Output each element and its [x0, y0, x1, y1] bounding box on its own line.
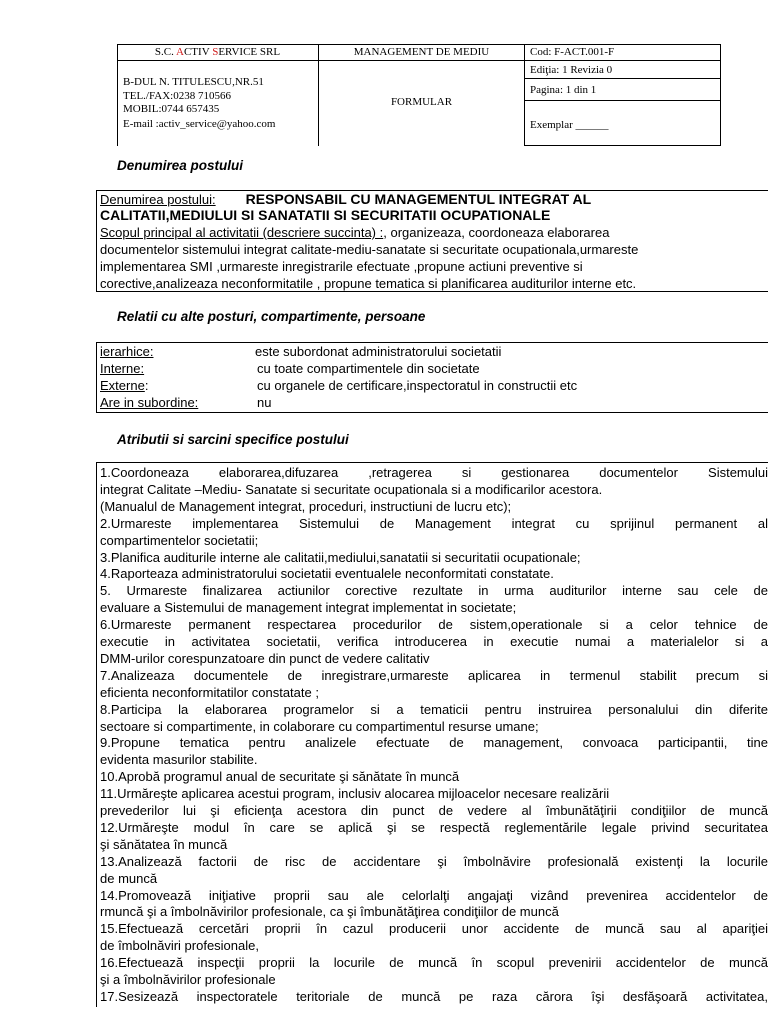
- purpose-line-1: [100, 224, 609, 241]
- duty-line: şi a îmbolnăvirilor profesionale: [100, 972, 276, 987]
- header-row-divider: [117, 60, 721, 61]
- duty-line: rmuncă şi a îmbolnăvirilor profesionale, ca şi îmbunătăţirea condiţiilor de muncă: [100, 904, 559, 920]
- relation-internal: [100, 360, 480, 377]
- header-border-left: [117, 44, 118, 146]
- duty-line: eficienta neconformitatilor constatate ;: [100, 684, 319, 700]
- duty-line: evidenta masurilor stabilite.: [100, 752, 258, 768]
- duty-line: 11.Urmăreşte aplicarea acestui program, inclusiv alocarea mijloacelor necesare realizării: [100, 786, 610, 802]
- duty-line: 2.Urmareste implementarea Sistemului de Management integrat cu sprijinul permanent al: [100, 515, 768, 531]
- duty-line: 9.Propune tematica pentru analizele efectuate de management, convoaca participantii, tine: [100, 735, 768, 751]
- header-right-divider-1: [524, 78, 721, 79]
- header-col-divider-2: [524, 44, 525, 146]
- header-right-divider-2: [524, 100, 721, 101]
- section-title-post-name: Denumirea postului: [117, 158, 244, 173]
- edition-revision: Ediţia: 1 Revizia 0: [530, 64, 613, 76]
- company-name: S.C. ACTIV SERVICE SRL: [154, 46, 281, 58]
- relation-label-suffix: :: [144, 378, 149, 393]
- document-code: Cod: F-ACT.001-F: [530, 46, 615, 58]
- duty-line: 3.Planifica auditurile interne ale calitatii,mediului,sanatatii si securitatii ocupationale;: [100, 549, 581, 565]
- duty-line: 4.Raporteaza administratorului societatii eventualele neconformitati constatate.: [100, 566, 554, 582]
- section-title-relations: Relatii cu alte posturi, compartimente, persoane: [117, 309, 426, 324]
- duty-line: evaluare a Sistemului de management integrat implementat in societate;: [100, 600, 517, 616]
- company-phone: TEL./FAX:0238 710566: [123, 90, 231, 102]
- post-description-box: [96, 190, 768, 292]
- purpose-label: Scopul principal al activitatii (descriere succinta) :: [100, 225, 384, 240]
- duties-box: [96, 462, 768, 1007]
- duty-line: compartimentelor societatii;: [100, 532, 259, 548]
- relation-value: cu toate compartimentele din societate: [257, 361, 480, 376]
- header-border-right: [720, 44, 721, 146]
- duty-line: executie in activitatea societatii, verifica introducerea in executie numai a materialelor si a: [100, 634, 768, 649]
- page-number: Pagina: 1 din 1: [530, 84, 597, 96]
- duty-line: 8.Participa la elaborarea programelor si a tematicii pentru instruirea personalului din diferite: [100, 701, 768, 717]
- section-title-duties: Atributii si sarcini specifice postului: [117, 432, 349, 447]
- duty-line: 7.Analizeaza documentele de inregistrare,urmareste aplicarea in termenul stabilit precum si: [100, 667, 768, 683]
- duty-line: şi sănătatea în muncă: [100, 836, 228, 852]
- document-header: [117, 44, 721, 146]
- duty-line: de îmbolnăviri profesionale,: [100, 938, 259, 954]
- exemplar: Exemplar ______: [530, 119, 609, 131]
- company-mobile: MOBIL:0744 657435: [123, 103, 220, 115]
- department-name: MANAGEMENT DE MEDIU: [353, 46, 490, 58]
- duty-line: 6.Urmareste permanent respectarea procedurilor de sistem,operationale si a celor tehnice de: [100, 617, 768, 633]
- header-right-bottom: [524, 145, 721, 146]
- relation-label: Are in subordine:: [100, 395, 199, 410]
- relation-external: [100, 377, 578, 394]
- duty-line: 14.Promovează iniţiative proprii sau ale celorlalţi angajaţi vizând prevenirea accidentelor de: [100, 887, 768, 903]
- duty-line: (Manualul de Management integrat, proceduri, instructiuni de lucru etc);: [100, 498, 512, 514]
- purpose-line-4: corective,analizeaza neconformitatile , propune tematica si planificarea auditurilor interne etc.: [100, 276, 637, 291]
- relation-value: este subordonat administratorului societatii: [255, 344, 502, 359]
- company-address: B-DUL N. TITULESCU,NR.51: [123, 76, 264, 88]
- relation-label: ierarhice:: [100, 344, 154, 359]
- duty-line: integrat Calitate –Mediu- Sanatate si securitate ocupationala si a modificarilor acestora.: [100, 481, 603, 497]
- duty-line: 5. Urmareste finalizarea actiunilor corective rezultate in urma auditurilor interne sau cele de: [100, 583, 768, 599]
- purpose-text-1: , organizeaza, coordoneaza elaborarea: [383, 225, 610, 240]
- form-label: FORMULAR: [390, 96, 453, 108]
- duty-line: sectoare si compartimente, in colaborare cu compartimentul resurse umane;: [100, 718, 539, 734]
- duty-line: 15.Efectuează cercetări proprii în cazul producerii unor accidente de muncă sau al apariţiei: [100, 921, 768, 937]
- duty-line: DMM-urilor corespunzatoare din punct de vedere calitativ: [100, 650, 430, 666]
- relation-value: cu organele de certificare,inspectoratul in constructii etc: [257, 378, 578, 393]
- duty-line: 13.Analizează factorii de risc de accidentare şi îmbolnăvire profesională existenţi la locurile: [100, 853, 768, 869]
- post-name-label: Denumirea postului:: [100, 192, 216, 207]
- post-title: RESPONSABIL CU MANAGEMENTUL INTEGRAT AL: [245, 191, 592, 207]
- duty-line: 16.Efectuează inspecţii proprii la locurile de muncă în scopul prevenirii accidentelor de muncă: [100, 955, 768, 971]
- post-title-line-1: [100, 191, 591, 208]
- relation-hierarchical: [100, 343, 502, 360]
- relations-box: [96, 342, 768, 413]
- post-title-line-2: CALITATII,MEDIULUI SI SANATATII SI SECURITATII OCUPATIONALE: [100, 207, 551, 223]
- purpose-line-2: documentelor sistemului integrat calitate-mediu-sanatate si securitate ocupationala,urmareste: [100, 242, 639, 257]
- duty-line: 12.Urmăreşte modul în care se aplică şi se respectă reglementările legale privind securitatea: [100, 819, 768, 835]
- duty-line: 17.Sesizează inspectoratele teritoriale de muncă pe raza cărora îşi desfăşoară activitatea,: [100, 988, 768, 1004]
- duty-line: de muncă: [100, 870, 158, 886]
- relation-subordinates: [100, 394, 272, 411]
- relation-label: Externe: [100, 378, 145, 393]
- duty-line: 10.Aprobă programul anual de securitate şi sănătate în muncă: [100, 769, 460, 785]
- relation-label: Interne:: [100, 361, 145, 376]
- company-email: E-mail :activ_service@yahoo.com: [123, 118, 276, 130]
- duty-line: 1.Coordoneaza elaborarea,difuzarea ,retragerea si gestionarea documentelor Sistemului: [100, 465, 768, 480]
- purpose-line-3: implementarea SMI ,urmareste inregistrarile efectuate ,propune actiuni preventive si: [100, 259, 583, 274]
- relation-value: nu: [257, 395, 272, 410]
- duty-line: prevederilor lui şi eficienţa acestora din punct de vedere al îmbunătăţirii condiţiilor de muncă: [100, 803, 768, 818]
